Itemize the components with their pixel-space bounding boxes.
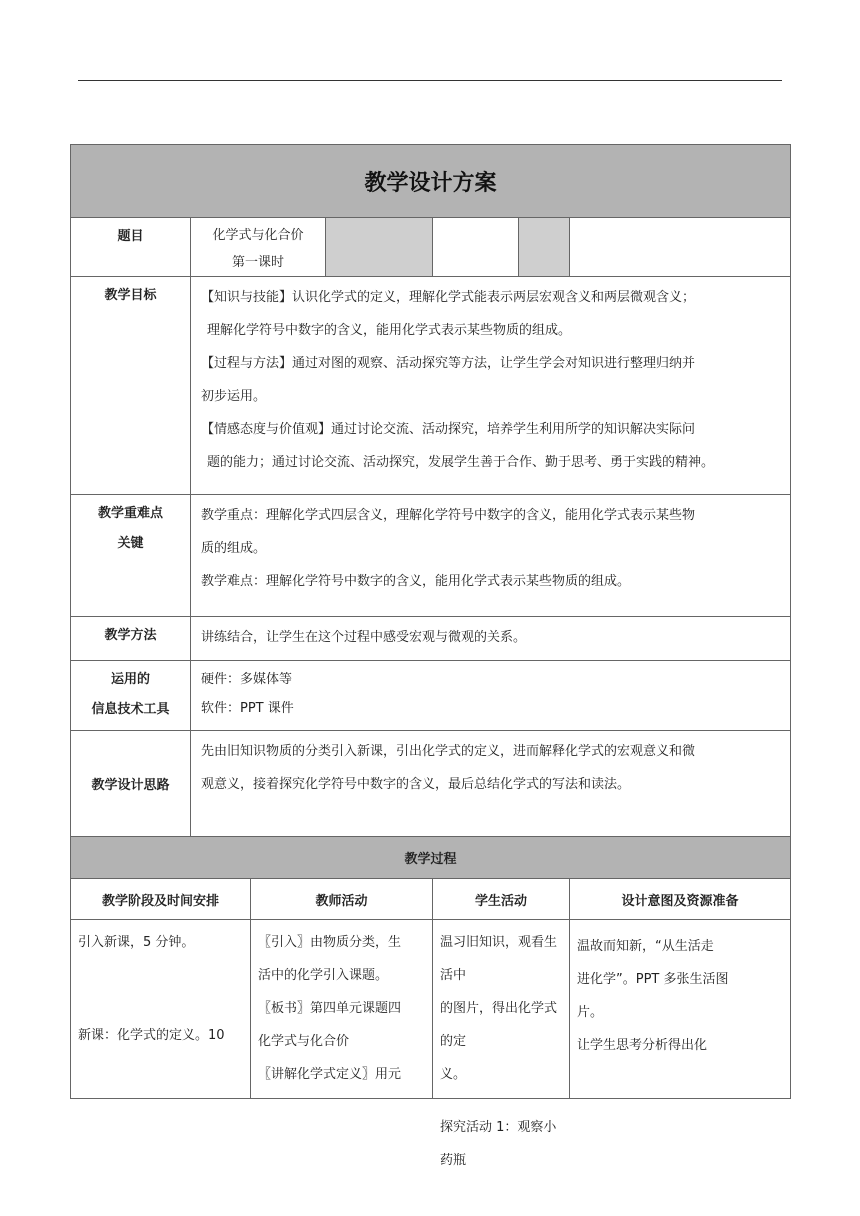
design-idea-line: 观意义，接着探究化学符号中数字的含义，最后总结化学式的写法和读法。 xyxy=(201,777,631,792)
topic-row xyxy=(71,218,791,277)
topic-line1: 化学式与化合价 xyxy=(212,228,304,243)
design-line: 片。 xyxy=(577,1005,604,1020)
goals-line: 初步运用。 xyxy=(201,389,267,404)
process-row xyxy=(71,920,791,1099)
design-idea-content xyxy=(191,731,791,837)
teacher-line: 〖引入〗由物质分类，生 xyxy=(258,935,402,950)
topic-line2: 第一课时 xyxy=(231,255,284,270)
teacher-content xyxy=(251,920,432,1094)
teacher-line: 〖讲解化学式定义〗用元 xyxy=(258,1067,402,1082)
tools-label-line2: 信息技术工具 xyxy=(91,702,170,717)
key-points-line: 教学难点：理解化学符号中数字的含义，能用化学式表示某些物质的组成。 xyxy=(201,574,631,589)
design-content xyxy=(570,920,790,1098)
key-points-row xyxy=(71,495,791,617)
process-heading-row xyxy=(71,837,791,879)
lesson-plan-table xyxy=(70,144,791,1168)
student-content xyxy=(433,920,569,1168)
tools-row xyxy=(71,661,791,731)
column-header-student: 学生活动 xyxy=(433,879,570,920)
stage-content xyxy=(71,920,250,1094)
goals-line: 【情感态度与价值观】通过讨论交流、活动探究，培养学生利用所学的知识解决实际问 xyxy=(201,422,696,437)
teacher-line: 活中的化学引入课题。 xyxy=(258,968,389,983)
column-header-design: 设计意图及资源准备 xyxy=(570,879,791,920)
teacher-line: 〖板书〗第四单元课题四 xyxy=(258,1001,402,1016)
design-line: 让学生思考分析得出化 xyxy=(577,1038,708,1053)
method-content: 讲练结合，让学生在这个过程中感受宏观与微观的关系。 xyxy=(191,617,791,661)
goals-line: 【过程与方法】通过对图的观察、活动探究等方法，让学生学会对知识进行整理归纳并 xyxy=(201,356,696,371)
key-points-label xyxy=(71,495,191,617)
title-row xyxy=(71,145,791,218)
topic-label: 题目 xyxy=(71,218,191,277)
header-rule xyxy=(78,80,782,81)
teacher-cell xyxy=(251,920,433,1099)
teacher-line: 化学式与化合价 xyxy=(258,1034,350,1049)
design-idea-row xyxy=(71,731,791,837)
topic-blank-1 xyxy=(433,218,519,277)
student-spacer xyxy=(440,1091,563,1111)
goals-line: 理解化学符号中数字的含义，能用化学式表示某些物质的组成。 xyxy=(207,323,572,338)
student-line: 的图片，得出化学式的定 xyxy=(440,1001,558,1049)
student-line: 义。 xyxy=(440,1067,467,1082)
design-idea-label: 教学设计思路 xyxy=(71,731,191,837)
tools-line: 硬件：多媒体等 xyxy=(201,672,293,687)
document-title: 教学设计方案 xyxy=(71,145,791,218)
process-heading: 教学过程 xyxy=(71,837,791,879)
stage-line: 新课：化学式的定义。10 xyxy=(78,1028,225,1043)
topic-blank-gray-1 xyxy=(326,218,433,277)
stage-cell xyxy=(71,920,251,1099)
goals-label: 教学目标 xyxy=(71,277,191,495)
design-cell xyxy=(570,920,791,1099)
column-header-stage: 教学阶段及时间安排 xyxy=(71,879,251,920)
student-activity: 探究活动 1：观察小药瓶 xyxy=(440,1120,557,1168)
key-points-label-line1: 教学重难点 xyxy=(97,506,163,521)
goals-line: 题的能力；通过讨论交流、活动探究，发展学生善于合作、勤于思考、勇于实践的精神。 xyxy=(207,455,715,470)
design-line: 温故而知新，“从生活走 xyxy=(577,939,714,954)
goals-row xyxy=(71,277,791,495)
stage-line: 引入新课，5 分钟。 xyxy=(78,935,195,950)
design-line: 进化学”。PPT 多张生活图 xyxy=(577,972,729,987)
tools-label xyxy=(71,661,191,731)
stage-spacer xyxy=(78,959,244,1019)
method-label: 教学方法 xyxy=(71,617,191,661)
student-cell xyxy=(433,920,570,1168)
tools-label-line1: 运用的 xyxy=(110,672,150,687)
key-points-line: 教学重点：理解化学式四层含义，理解化学符号中数字的含义，能用化学式表示某些物 xyxy=(201,508,696,523)
process-columns-row xyxy=(71,879,791,920)
key-points-line: 质的组成。 xyxy=(201,541,267,556)
goals-content xyxy=(191,277,791,495)
lesson-plan-sheet xyxy=(70,144,790,1168)
topic-blank-2 xyxy=(570,218,791,277)
topic-value xyxy=(191,218,326,277)
tools-line: 软件：PPT 课件 xyxy=(201,701,294,716)
student-line: 温习旧知识，观看生活中 xyxy=(440,935,558,983)
key-points-label-line2: 关键 xyxy=(117,536,144,551)
design-idea-line: 先由旧知识物质的分类引入新课，引出化学式的定义，进而解释化学式的宏观意义和微 xyxy=(201,744,696,759)
topic-blank-gray-2 xyxy=(519,218,570,277)
goals-line: 【知识与技能】认识化学式的定义，理解化学式能表示两层宏观含义和两层微观含义； xyxy=(201,290,696,305)
column-header-teacher: 教师活动 xyxy=(251,879,433,920)
key-points-content xyxy=(191,495,791,617)
method-row xyxy=(71,617,791,661)
tools-content xyxy=(191,661,791,731)
